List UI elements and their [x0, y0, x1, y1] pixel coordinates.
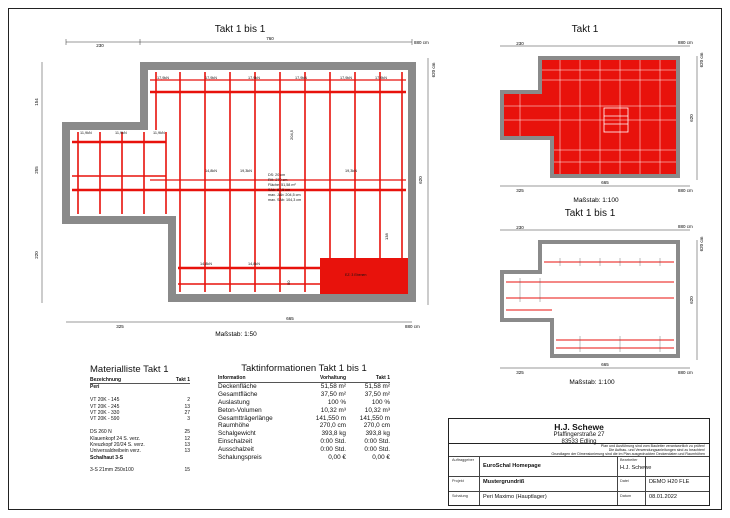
dim-main-top-left: 230: [96, 43, 104, 48]
table-row: Gesamtfläche 37,50 m² 37,50 m²: [218, 390, 390, 398]
title-block-notes: Plan und Ausführung sind vom Bauleiter verantwortlich zu prüfen! Die Aufbau- und Verwendungsanleitungen sind zu beachten! Grundlagen der Dimensionierung sind die im Plan ausgedruckten Deckendaten und Raumhöhen: [551, 444, 705, 457]
spacing-label: 138: [384, 233, 389, 240]
tower-label: EZ: 3 Ebenen: [345, 273, 367, 277]
label-formwork: Schalung: [452, 494, 468, 498]
list-item: VT 20K - 245 13: [90, 403, 190, 410]
dim-br-top-right: 880 cm: [678, 224, 693, 229]
load-label: 11,9kN: [80, 131, 92, 135]
table-row: Beton-Volumen 10,32 m³ 10,32 m³: [218, 406, 390, 414]
svg-text:max. JAb: 204,5 cm: max. JAb: 204,5 cm: [268, 193, 301, 197]
dim-main-right-mid: 620: [418, 176, 423, 184]
dim-main-right-top: 620 cm: [431, 62, 436, 78]
bottom-right-scale: Maßstab: 1:100: [569, 379, 615, 386]
table-row: Gesamtträgerlänge 141,550 m 141,550 m: [218, 414, 390, 422]
dim-main-top-right: 880 cm: [414, 40, 429, 45]
dim-main-top-mid: 760: [266, 36, 274, 41]
spacing-label: 50: [286, 280, 291, 285]
dim-tr-right-mid: 620: [689, 114, 694, 122]
load-label: 11,9kN: [153, 131, 165, 135]
top-right-scale: Maßstab: 1:100: [573, 197, 619, 204]
main-scale: Maßstab: 1:50: [215, 331, 257, 338]
label-date: Datum: [620, 494, 632, 498]
material-list-header: Bezeichnung Takt 1: [90, 377, 190, 383]
load-label: 14,8kN: [205, 169, 218, 173]
table-row: Schalungspreis 0,00 € 0,00 €: [218, 454, 390, 462]
load-label: 17,9kN: [375, 76, 388, 80]
dim-tr-top-right: 880 cm: [678, 40, 693, 45]
dim-tr-top-left: 230: [516, 41, 524, 46]
date-value: 08.01.2022: [649, 494, 677, 500]
load-label: 17,9kN: [295, 76, 308, 80]
dim-main-left-b: 255: [34, 166, 39, 174]
top-right-plan: [500, 40, 704, 193]
svg-text:max. SAb: 104,3 cm: max. SAb: 104,3 cm: [268, 198, 302, 202]
dim-main-bottom-left: 325: [116, 324, 124, 329]
list-item: DS 260 N 25: [90, 429, 190, 436]
top-right-view-title: Takt 1: [571, 24, 599, 35]
dim-main-bottom-mid: 665: [286, 316, 294, 321]
list-item: Universaldreibein verz. 13: [90, 448, 190, 455]
dim-tr-right: 620 cm: [699, 52, 704, 68]
main-plan: [34, 36, 436, 329]
table-row: Einschalzeit 0:00 Std. 0:00 Std.: [218, 438, 390, 446]
load-label: 19,3kN: [240, 169, 253, 173]
load-label: 14,8kN: [200, 262, 213, 266]
dim-tr-bottom-right: 880 cm: [678, 188, 693, 193]
main-view-title: Takt 1 bis 1: [214, 24, 266, 35]
load-label: 17,9kN: [157, 76, 170, 80]
list-item: Klauenkopf 24 S. verz. 12: [90, 435, 190, 442]
label-editor: Bearbeiter: [620, 458, 638, 462]
material-list-title: Materialliste Takt 1: [90, 364, 169, 375]
svg-text:Fläche: 51,58 m²: Fläche: 51,58 m²: [268, 183, 296, 187]
table-row: Auslastung 100 % 100 %: [218, 398, 390, 406]
takt-information: [218, 363, 390, 462]
label-client: Auftraggeber: [452, 458, 474, 462]
dim-br-right-mid: 620: [689, 296, 694, 304]
spacing-label: 204,5: [289, 129, 294, 140]
project-value: Mustergrundriß: [483, 479, 525, 485]
svg-text:DS: 20 cm: DS: 20 cm: [268, 173, 286, 177]
dim-br-bottom-right: 880 cm: [678, 370, 693, 375]
editor-value: H.J. Schewe: [620, 465, 652, 471]
client-value: EuroSchal Homepage: [483, 463, 541, 469]
svg-text:RH: 270 cm: RH: 270 cm: [268, 178, 288, 182]
load-label: 19,3kN: [345, 169, 358, 173]
table-row: Deckenfläche 51,58 m² 51,58 m²: [218, 383, 390, 390]
dim-br-bottom-mid: 665: [601, 362, 609, 367]
list-item: VT 20K - 145 2: [90, 397, 190, 404]
company-name: H.J. Schewe: [554, 422, 604, 432]
label-project: Projekt: [452, 479, 464, 483]
takt-information-title: Taktinformationen Takt 1 bis 1: [241, 363, 367, 374]
load-label: 17,9kN: [205, 76, 218, 80]
table-row: Schalgewicht 393,8 kg 393,8 kg: [218, 430, 390, 438]
dim-br-top-left: 230: [516, 225, 524, 230]
table-row: Raumhöhe 270,0 cm 270,0 cm: [218, 422, 390, 430]
load-label: 17,9kN: [248, 76, 261, 80]
bottom-right-plan: [500, 224, 704, 375]
takt-information-header: Information Vorhaltung Takt 1: [218, 375, 390, 381]
load-label: 11,9kN: [115, 131, 127, 135]
load-label: 17,9kN: [340, 76, 353, 80]
dim-br-bottom-left: 325: [516, 370, 524, 375]
dim-main-left-a: 154: [34, 98, 39, 106]
label-file: Datei: [620, 479, 629, 483]
title-block: [448, 418, 710, 506]
material-group: Schalhaut 3-S: [90, 454, 124, 461]
dim-main-bottom-right: 880 cm: [405, 324, 420, 329]
list-item: Kreuzkopf 20/24 S. verz. 13: [90, 441, 190, 448]
table-row: Ausschalzeit 0:00 Std. 0:00 Std.: [218, 446, 390, 454]
dim-main-left-c: 220: [34, 251, 39, 259]
company-city: 83533 Edling: [561, 438, 597, 445]
material-list: [90, 364, 190, 474]
dim-tr-bottom-mid: 665: [601, 180, 609, 185]
list-item: 3-S 21mm 250x100 15: [90, 467, 190, 474]
bottom-right-view-title: Takt 1 bis 1: [564, 208, 616, 219]
file-value: DEMO H20 FLE: [649, 479, 690, 485]
dim-br-right: 620 cm: [699, 236, 704, 252]
list-item: VT 20K - 590 3: [90, 416, 190, 423]
list-item: VT 20K - 330 27: [90, 409, 190, 416]
dim-tr-bottom-left: 325: [516, 188, 524, 193]
formwork-value: Peri Maximo (Hauptlager): [483, 494, 547, 500]
title-block-header: [449, 419, 709, 444]
svg-text:SAb: 82,5 cm: SAb: 82,5 cm: [268, 188, 291, 192]
load-label: 14,8kN: [248, 262, 261, 266]
company-street: Pfaffingerstraße 27: [553, 432, 605, 438]
material-group: Peri: [90, 384, 100, 391]
